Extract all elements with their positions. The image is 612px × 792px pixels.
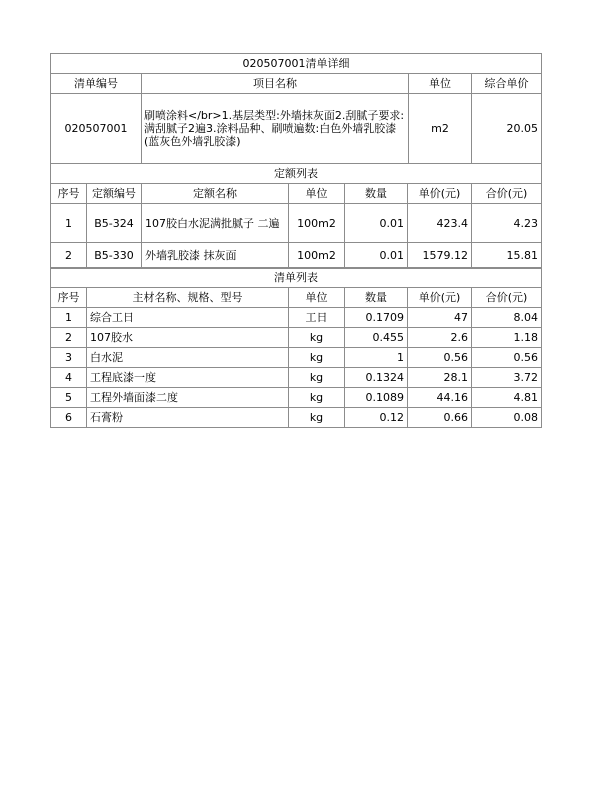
quota-header-total: 合价(元)	[472, 184, 542, 204]
table-row	[51, 308, 542, 328]
table-row	[51, 408, 542, 428]
quota-header-name: 定额名称	[142, 184, 289, 204]
material-price: 0.56	[408, 348, 472, 368]
header-unit: 单位	[409, 74, 472, 94]
header-bill-code: 清单编号	[51, 74, 142, 94]
material-unit: kg	[289, 368, 345, 388]
quota-qty: 0.01	[345, 243, 408, 269]
quota-header-no: 序号	[51, 184, 87, 204]
quota-name: 107胶白水泥满批腻子 二遍	[142, 204, 289, 243]
material-total: 0.56	[472, 348, 542, 368]
material-total: 1.18	[472, 328, 542, 348]
material-name: 石膏粉	[87, 408, 289, 428]
material-no: 5	[51, 388, 87, 408]
material-header-no: 序号	[51, 288, 87, 308]
header-unit-price: 综合单价	[472, 74, 542, 94]
material-total: 3.72	[472, 368, 542, 388]
quota-header-qty: 数量	[345, 184, 408, 204]
material-qty: 0.1709	[345, 308, 408, 328]
quota-no: 1	[51, 204, 87, 243]
bill-price: 20.05	[472, 94, 542, 164]
bill-code: 020507001	[51, 94, 142, 164]
material-price: 0.66	[408, 408, 472, 428]
material-unit: kg	[289, 348, 345, 368]
quota-list-table	[50, 163, 542, 269]
quota-code: B5-324	[87, 204, 142, 243]
material-price: 47	[408, 308, 472, 328]
table-row	[51, 243, 542, 269]
material-header-total: 合价(元)	[472, 288, 542, 308]
material-header-price: 单价(元)	[408, 288, 472, 308]
material-name: 工程底漆一度	[87, 368, 289, 388]
bill-detail-table	[50, 53, 542, 164]
bill-unit: m2	[409, 94, 472, 164]
quota-total: 4.23	[472, 204, 542, 243]
header-item-name: 项目名称	[142, 74, 409, 94]
material-list-title: 清单列表	[51, 268, 542, 288]
quota-total: 15.81	[472, 243, 542, 269]
table-row	[51, 388, 542, 408]
quota-header-code: 定额编号	[87, 184, 142, 204]
material-name: 综合工日	[87, 308, 289, 328]
material-list-table	[50, 267, 542, 428]
quota-list-title: 定额列表	[51, 164, 542, 184]
material-qty: 0.455	[345, 328, 408, 348]
material-name: 工程外墙面漆二度	[87, 388, 289, 408]
quota-header-unit: 单位	[289, 184, 345, 204]
material-price: 44.16	[408, 388, 472, 408]
material-header-unit: 单位	[289, 288, 345, 308]
bill-detail-title: 020507001清单详细	[51, 54, 542, 74]
table-row	[51, 368, 542, 388]
material-unit: kg	[289, 408, 345, 428]
material-total: 8.04	[472, 308, 542, 328]
material-no: 2	[51, 328, 87, 348]
quota-price: 423.4	[408, 204, 472, 243]
material-no: 1	[51, 308, 87, 328]
material-no: 6	[51, 408, 87, 428]
material-total: 4.81	[472, 388, 542, 408]
material-unit: kg	[289, 328, 345, 348]
quota-no: 2	[51, 243, 87, 269]
table-row	[51, 204, 542, 243]
material-unit: 工日	[289, 308, 345, 328]
quota-name: 外墙乳胶漆 抹灰面	[142, 243, 289, 269]
material-qty: 0.12	[345, 408, 408, 428]
material-header-name: 主材名称、规格、型号	[87, 288, 289, 308]
item-name: 刷喷涂料</br>1.基层类型:外墙抹灰面2.刮腻子要求:满刮腻子2遍3.涂料品种、刷喷遍数:白色外墙乳胶漆(蓝灰色外墙乳胶漆)	[142, 94, 409, 164]
material-qty: 0.1089	[345, 388, 408, 408]
quota-unit: 100m2	[289, 204, 345, 243]
material-no: 4	[51, 368, 87, 388]
quota-unit: 100m2	[289, 243, 345, 269]
quota-qty: 0.01	[345, 204, 408, 243]
material-name: 白水泥	[87, 348, 289, 368]
quota-code: B5-330	[87, 243, 142, 269]
material-no: 3	[51, 348, 87, 368]
material-name: 107胶水	[87, 328, 289, 348]
material-qty: 0.1324	[345, 368, 408, 388]
material-price: 28.1	[408, 368, 472, 388]
quota-header-price: 单价(元)	[408, 184, 472, 204]
material-unit: kg	[289, 388, 345, 408]
material-total: 0.08	[472, 408, 542, 428]
material-price: 2.6	[408, 328, 472, 348]
material-qty: 1	[345, 348, 408, 368]
table-row	[51, 348, 542, 368]
material-header-qty: 数量	[345, 288, 408, 308]
table-row	[51, 328, 542, 348]
quota-price: 1579.12	[408, 243, 472, 269]
